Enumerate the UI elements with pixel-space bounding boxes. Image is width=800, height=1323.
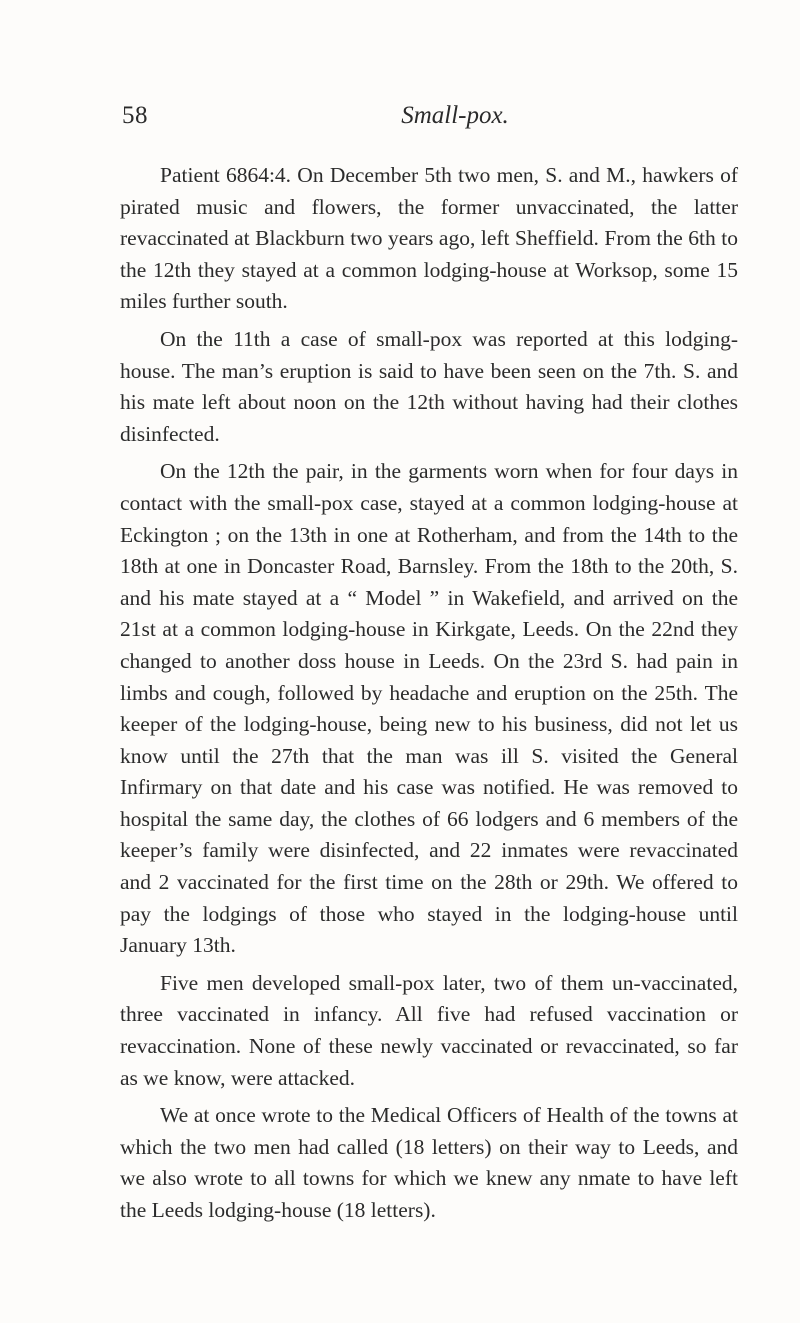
paragraph-worksop-case: On the 11th a case of small-pox was reported at this lodging-house. The man’s eruption is said to have been seen on the 7th. S. and his mate left about noon on the 12th without having had their clothes disinfected. [120,326,738,446]
body-text [120,160,738,1233]
paragraph-letters: We at once wrote to the Medical Officers of Health of the towns at which the two men had called (18 letters) on their way to Leeds, and we also wrote to all towns for which we knew any nmate to have left the Leeds lodging-house (18 letters). [120,1103,738,1222]
paragraph-patient-journey: Patient 6864:4. On December 5th two men, S. and M., hawkers of pirated music and flowers, the former unvaccinated, the latter revaccinated at Blackburn two years ago, left Sheffield. From the 6th to the 12th they stayed at a common lodging-house at Worksop, some 15 miles further south. [120,163,738,314]
page-number: 58 [122,102,148,129]
running-title: Small-pox. [401,102,509,129]
paragraph-later-cases: Five men developed small-pox later, two of them un-vaccinated, three vaccinated in infancy. All five had refused vaccination or revaccination. None of these newly vaccinated or revaccinated, so far as we know, were attacked. [120,970,738,1090]
paragraph-travel-and-infection: On the 12th the pair, in the garments worn when for four days in contact with the small-pox case, stayed at a common lodging-house at Eckington ; on the 13th in one at Rotherham, and from the 14th to the 18th at one in Doncaster Road, Barnsley. From the 18th to the 20th, S. and his mate stayed at a “ Model ” in Wakefield, and arrived on the 21st at a common lodging-house in Kirkgate, Leeds. On the 22nd they changed to another doss house in Leeds. On the 23rd S. had pain in limbs and cough, followed by headache and eruption on the 25th. The keeper of the lodging-house, being new to his business, did not let us know until the 27th that the man was ill S. visited the General Infirmary on that date and his case was notified. He was removed to hospital the same day, the clothes of 66 lodgers and 6 members of the keeper’s family were disinfected, and 22 inmates were revaccinated and 2 vaccinated for the first time on the 28th or 29th. We offered to pay the lodgings of those who stayed in the lodging-house until January 13th. [120,459,738,958]
page-header [122,102,748,142]
